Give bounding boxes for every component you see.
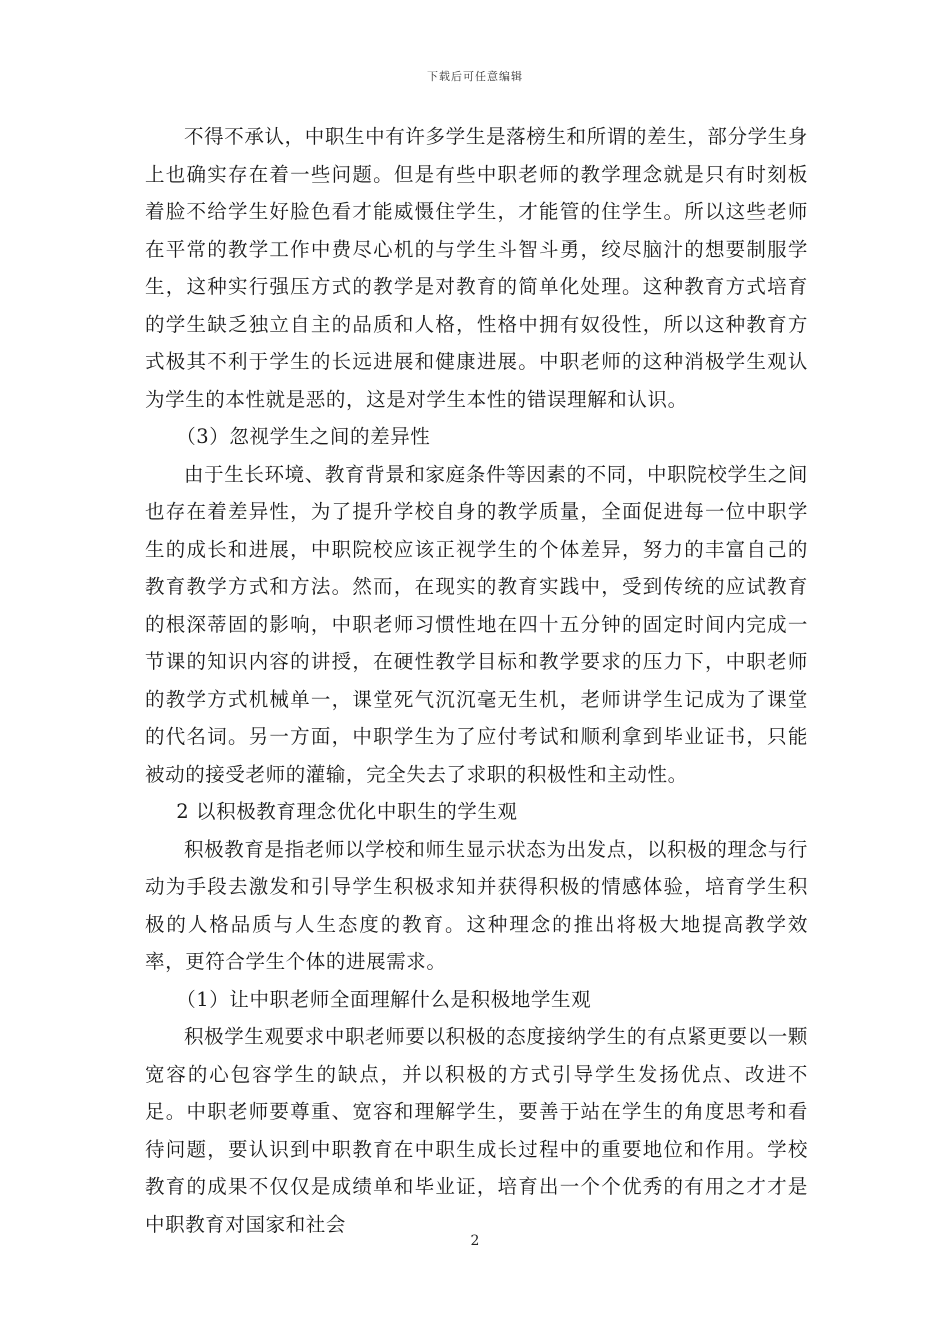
paragraph-student-differences: 由于生长环境、教育背景和家庭条件等因素的不同，中职院校学生之间也存在着差异性，为了提升学校自身的教学质量，全面促进每一位中职学生的成长和进展，中职院校应该正视学生的个体差异，努力的丰富自己的教育教学方式和方法。然而，在现实的教育实践中，受到传统的应试教育的根深蒂固的影响，中职老师习惯性地在四十五分钟的固定时间内完成一节课的知识内容的讲授，在硬性教学目标和教学要求的压力下，中职老师的教学方式机械单一，课堂死气沉沉毫无生机，老师讲学生记成为了课堂的代名词。另一方面，中职学生为了应付考试和顺利拿到毕业证书，只能被动的接受老师的灌输，完全失去了求职的积极性和主动性。 (145, 462, 808, 786)
page-header: 下载后可任意编辑 (427, 70, 523, 83)
document-body (145, 118, 808, 1243)
paragraph-positive-student-view: 积极学生观要求中职老师要以积极的态度接纳学生的有点紧更要以一颗宽容的心包容学生的缺点，并以积极的方式引导学生发扬优点、改进不足。中职老师要尊重、宽容和理解学生，要善于站在学生的角度思考和看待问题，要认识到中职教育在中职生成长过程中的重要地位和作用。学校教育的成果不仅仅是成绩单和毕业证，培育出一个个优秀的有用之才才是中职教育对国家和社会 (145, 1025, 808, 1236)
section-heading-positive-education: 2 以积极教育理念优化中职生的学生观 (176, 800, 518, 823)
section-heading-ignore-differences: （3）忽视学生之间的差异性 (176, 425, 431, 448)
page-number: 2 (470, 1233, 480, 1249)
paragraph-negative-student-view: 不得不承认，中职生中有许多学生是落榜生和所谓的差生，部分学生身上也确实存在着一些问题。但是有些中职老师的教学理念就是只有时刻板着脸不给学生好脸色看才能威慑住学生，才能管的住学生。所以这些老师在平常的教学工作中费尽心机的与学生斗智斗勇，绞尽脑汁的想要制服学生，这种实行强压方式的教学是对教育的简单化处理。这种教育方式培育的学生缺乏独立自主的品质和人格，性格中拥有奴役性，所以这种教育方式极其不利于学生的长远进展和健康进展。中职老师的这种消极学生观认为学生的本性就是恶的，这是对学生本性的错误理解和认识。 (145, 125, 808, 411)
section-heading-understand-positive-view: （1）让中职老师全面理解什么是积极地学生观 (176, 987, 592, 1011)
paragraph-positive-education-definition: 积极教育是指老师以学校和师生显示状态为出发点，以积极的理念与行动为手段去激发和引导学生积极求知并获得积极的情感体验，培育学生积极的人格品质与人生态度的教育。这种理念的推出将极大地提高教学效率，更符合学生个体的进展需求。 (145, 837, 808, 973)
